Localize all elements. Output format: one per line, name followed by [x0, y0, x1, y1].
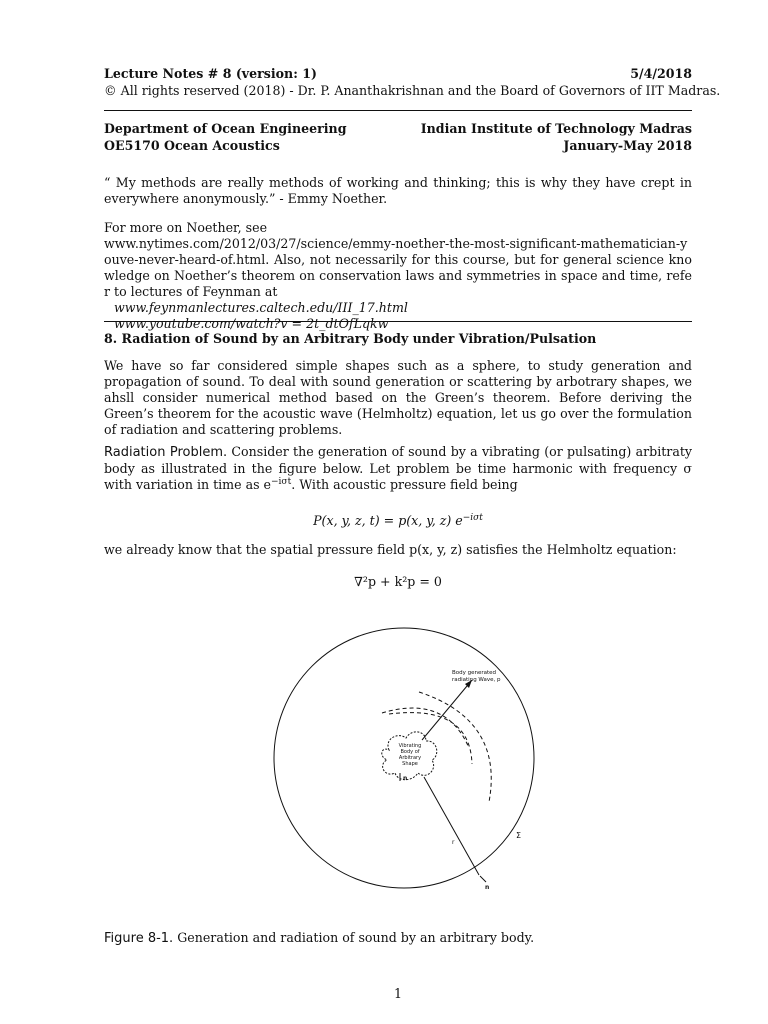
noether-body: www.nytimes.com/2012/03/27/science/emmy-noether-the-most-significant-mathematician-youve-never-heard-of.html. Also, not necessarily for this course, but for general science knowledge on Noether’s theorem on conservation laws and symmetries in space and time, refer to lectures of Feynman at [104, 236, 692, 299]
document-page [104, 0, 721, 1024]
radius-line [424, 777, 479, 875]
pressure-equation-lhs: P(x, y, z, t) = p(x, y, z) e [313, 513, 463, 528]
inner-normal-label: n [403, 775, 408, 782]
section-intro: We have so far considered simple shapes such as a sphere, to study generation and propagation of sound. To deal with sound generation or scattering by arbotrary shapes, we ahsll consider numerical method based on the Green’s theorem. Before deriving the Green’s theorem for the acoustic wave (Helmholtz) equation, let us go over the formulation of radiation and scattering problems. [104, 358, 692, 437]
helmholtz-lead: we already know that the spatial pressure field p(x, y, z) satisfies the Helmholtz equation: [104, 542, 677, 557]
section-rule [104, 321, 692, 322]
wave-label-2: radiating Wave, p [452, 677, 501, 683]
radiation-exponent: −iσt [271, 476, 292, 487]
radius-label: r [452, 839, 455, 846]
outer-normal-arrow [480, 876, 486, 882]
pressure-equation [104, 513, 692, 529]
department: Department of Ocean Engineering [104, 121, 347, 136]
section-title: 8. Radiation of Sound by an Arbitrary Body under Vibration/Pulsation [104, 331, 597, 346]
radiation-paragraph [104, 444, 692, 493]
institute: Indian Institute of Technology Madras [420, 121, 692, 136]
header-row [104, 66, 692, 82]
body-label-2: Body of [400, 749, 420, 755]
radiation-text-2: . With acoustic pressure field being [291, 477, 518, 492]
radiation-text-1: Consider the generation of sound by a vibrating (or pulsating) arbitraty body as illustrated in the figure below. Let problem be time harmonic with frequency σ with variation in time as e [104, 444, 692, 492]
lecture-date: 5/4/2018 [630, 66, 692, 81]
noether-lead: For more on Noether, see [104, 220, 268, 235]
wave-label-1: Body generated [452, 670, 497, 676]
outer-normal-label: n [485, 884, 490, 891]
figure-caption-text: Generation and radiation of sound by an arbitrary body. [177, 930, 535, 945]
noether-reference [104, 220, 692, 332]
figure-caption-label: Figure 8-1. [104, 931, 174, 946]
lecture-title: Lecture Notes # 8 (version: 1) [104, 66, 317, 81]
figure-8-1 [104, 610, 692, 910]
feynman-url[interactable]: www.feynmanlectures.caltech.edu/III_17.html [114, 300, 408, 315]
body-label-4: Shape [402, 761, 418, 767]
sigma-label: Σ [516, 831, 522, 840]
noether-quote: “ My methods are really methods of working and thinking; this is why they have crept in everywhere anonymously.” - Emmy Noether. [104, 175, 692, 206]
radiating-wave-arrow [422, 680, 472, 740]
page-number: 1 [393, 986, 402, 1001]
header-rule [104, 110, 692, 111]
course-row-1 [104, 121, 692, 137]
term: January-May 2018 [563, 138, 692, 153]
pressure-equation-exponent: −iσt [462, 512, 483, 523]
course-row-2 [104, 138, 692, 154]
helmholtz-equation: ∇²p + k²p = 0 [354, 574, 442, 589]
youtube-url[interactable]: www.youtube.com/watch?v = 2t_dtOfLqkw [114, 316, 389, 331]
radiation-heading: Radiation Problem. [104, 445, 228, 460]
body-label-1: Vibrating [398, 743, 422, 749]
body-label-3: Arbitrary [398, 755, 422, 761]
figure-caption [104, 930, 692, 947]
course-name: OE5170 Ocean Acoustics [104, 138, 280, 153]
rights-line: © All rights reserved (2018) - Dr. P. Ananthakrishnan and the Board of Governors of IIT Madras. [104, 83, 721, 98]
